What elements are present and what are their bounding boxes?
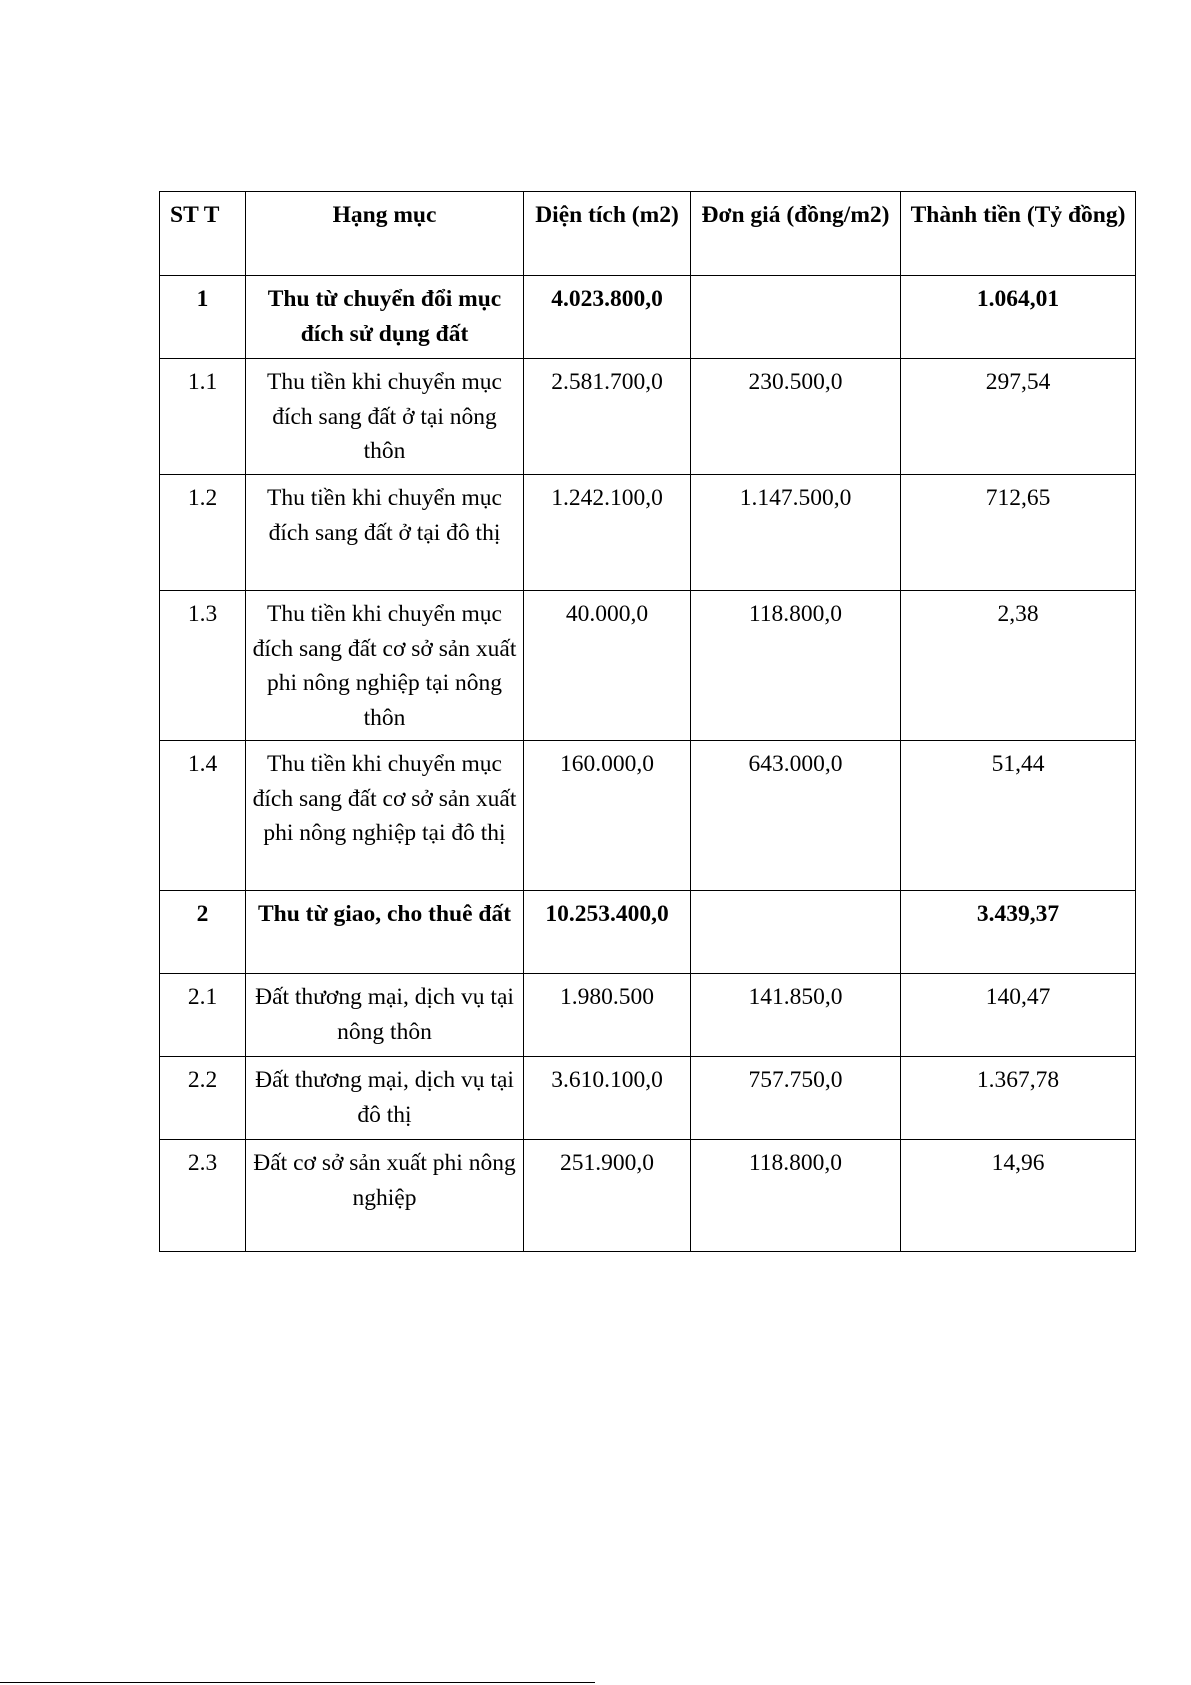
table-row xyxy=(160,891,1136,974)
cell-category: Thu tiền khi chuyển mục đích sang đất cơ sở sản xuất phi nông nghiệp tại đô thị xyxy=(246,741,524,891)
cell-area: 1.242.100,0 xyxy=(524,475,691,591)
header-category: Hạng mục xyxy=(246,192,524,276)
cell-area: 3.610.100,0 xyxy=(524,1057,691,1140)
cell-stt: 1 xyxy=(160,276,246,359)
cell-stt: 1.3 xyxy=(160,591,246,741)
cell-unit-price: 118.800,0 xyxy=(691,1140,901,1252)
cell-category: Đất thương mại, dịch vụ tại nông thôn xyxy=(246,974,524,1057)
cell-total: 1.064,01 xyxy=(901,276,1136,359)
header-area: Diện tích (m2) xyxy=(524,192,691,276)
table-row xyxy=(160,276,1136,359)
table-row xyxy=(160,1140,1136,1252)
cell-unit-price: 141.850,0 xyxy=(691,974,901,1057)
cell-unit-price: 1.147.500,0 xyxy=(691,475,901,591)
header-total: Thành tiền (Tỷ đồng) xyxy=(901,192,1136,276)
cell-category: Thu tiền khi chuyển mục đích sang đất ở tại nông thôn xyxy=(246,359,524,475)
header-stt: ST T xyxy=(160,192,246,276)
cell-total: 712,65 xyxy=(901,475,1136,591)
cell-total: 14,96 xyxy=(901,1140,1136,1252)
cell-total: 51,44 xyxy=(901,741,1136,891)
cell-total: 2,38 xyxy=(901,591,1136,741)
table-row xyxy=(160,741,1136,891)
cell-area: 10.253.400,0 xyxy=(524,891,691,974)
cell-area: 1.980.500 xyxy=(524,974,691,1057)
cell-category: Đất thương mại, dịch vụ tại đô thị xyxy=(246,1057,524,1140)
cell-area: 160.000,0 xyxy=(524,741,691,891)
cell-stt: 2.1 xyxy=(160,974,246,1057)
cell-stt: 2.3 xyxy=(160,1140,246,1252)
cell-area: 4.023.800,0 xyxy=(524,276,691,359)
table-row xyxy=(160,591,1136,741)
cell-category: Thu từ giao, cho thuê đất xyxy=(246,891,524,974)
cell-unit-price xyxy=(691,891,901,974)
cell-unit-price xyxy=(691,276,901,359)
cell-total: 140,47 xyxy=(901,974,1136,1057)
cell-stt: 1.1 xyxy=(160,359,246,475)
cell-unit-price: 230.500,0 xyxy=(691,359,901,475)
cell-category: Thu tiền khi chuyển mục đích sang đất cơ sở sản xuất phi nông nghiệp tại nông thôn xyxy=(246,591,524,741)
table-row xyxy=(160,974,1136,1057)
table-row xyxy=(160,1057,1136,1140)
footnote-separator xyxy=(0,1682,595,1683)
header-unit-price: Đơn giá (đồng/m2) xyxy=(691,192,901,276)
table-header-row xyxy=(160,192,1136,276)
cell-stt: 1.2 xyxy=(160,475,246,591)
cell-unit-price: 757.750,0 xyxy=(691,1057,901,1140)
table-row xyxy=(160,475,1136,591)
cell-category: Thu tiền khi chuyển mục đích sang đất ở tại đô thị xyxy=(246,475,524,591)
cell-total: 1.367,78 xyxy=(901,1057,1136,1140)
revenue-table xyxy=(159,191,1136,1252)
cell-unit-price: 118.800,0 xyxy=(691,591,901,741)
cell-area: 251.900,0 xyxy=(524,1140,691,1252)
cell-category: Đất cơ sở sản xuất phi nông nghiệp xyxy=(246,1140,524,1252)
cell-category: Thu từ chuyển đổi mục đích sử dụng đất xyxy=(246,276,524,359)
cell-total: 297,54 xyxy=(901,359,1136,475)
cell-area: 2.581.700,0 xyxy=(524,359,691,475)
cell-unit-price: 643.000,0 xyxy=(691,741,901,891)
table-row xyxy=(160,359,1136,475)
cell-total: 3.439,37 xyxy=(901,891,1136,974)
cell-stt: 1.4 xyxy=(160,741,246,891)
cell-stt: 2.2 xyxy=(160,1057,246,1140)
cell-stt: 2 xyxy=(160,891,246,974)
cell-area: 40.000,0 xyxy=(524,591,691,741)
